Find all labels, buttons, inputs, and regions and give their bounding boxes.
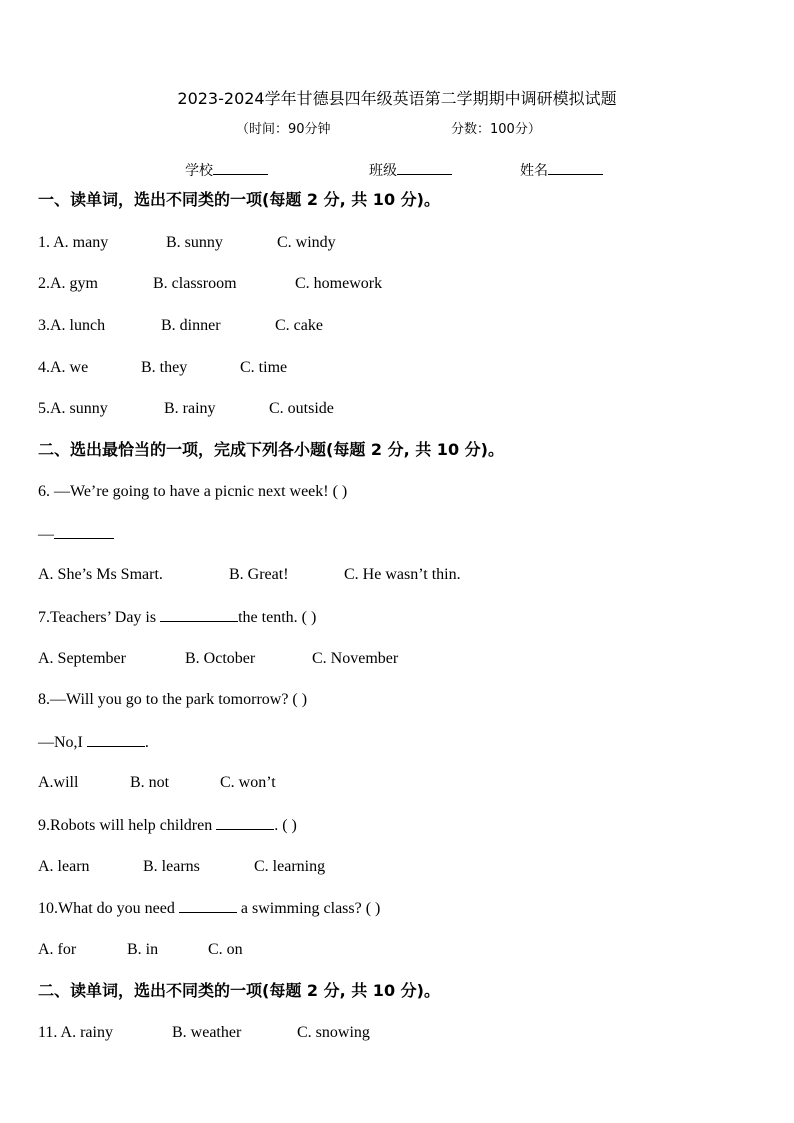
- question-10-stem: [38, 898, 380, 919]
- q6-dash: —: [38, 526, 54, 543]
- q3-option-b: B. dinner: [161, 317, 221, 334]
- q5-option-a: 5.A. sunny: [38, 400, 108, 417]
- class-label: 班级: [369, 163, 397, 179]
- q7-stem-start: 7.Teachers’ Day is: [38, 609, 161, 626]
- q10-option-b: B. in: [127, 941, 159, 958]
- q8-option-a: A.will: [38, 774, 79, 791]
- q1-option-a: 1. A. many: [38, 234, 109, 251]
- q6-option-a: A. She’s Ms Smart.: [38, 566, 163, 583]
- question-6-reply: [38, 524, 114, 545]
- q4-option-b: B. they: [141, 359, 188, 376]
- q11-option-a: 11. A. rainy: [38, 1024, 113, 1041]
- school-label: 学校: [185, 163, 213, 179]
- time-limit: （时间：90分钟: [236, 122, 331, 137]
- q7-option-c: C. November: [312, 650, 399, 667]
- q6-option-b: B. Great!: [229, 566, 289, 583]
- question-8-reply: [38, 732, 149, 753]
- q10-stem-end: a swimming class? ( ): [236, 900, 381, 917]
- q10-blank: [179, 898, 237, 913]
- q8-reply-end: .: [144, 734, 149, 751]
- question-7-stem: [38, 607, 316, 628]
- q8-blank: [87, 732, 145, 747]
- q7-option-a: A. September: [38, 650, 126, 667]
- school-field: [185, 160, 268, 180]
- q10-stem-start: 10.What do you need: [38, 900, 179, 917]
- section-heading-3: 二、读单词，选出不同类的一项(每题 2 分, 共 10 分)。: [38, 981, 440, 1000]
- q9-stem-start: 9.Robots will help children: [38, 817, 217, 834]
- q9-option-c: C. learning: [254, 858, 326, 875]
- q9-stem-end: . ( ): [274, 817, 297, 834]
- section-heading-2: 二、选出最恰当的一项，完成下列各小题(每题 2 分, 共 10 分)。: [38, 440, 504, 459]
- q8-option-c: C. won’t: [220, 774, 276, 791]
- school-blank: [213, 160, 268, 175]
- question-9-stem: [38, 815, 297, 836]
- q7-blank: [160, 607, 238, 622]
- q5-option-c: C. outside: [269, 400, 334, 417]
- q5-option-b: B. rainy: [164, 400, 216, 417]
- q9-option-a: A. learn: [38, 858, 90, 875]
- q11-option-b: B. weather: [172, 1024, 242, 1041]
- q8-option-b: B. not: [130, 774, 170, 791]
- q3-option-a: 3.A. lunch: [38, 317, 106, 334]
- name-field: [520, 160, 603, 180]
- q6-option-c: C. He wasn’t thin.: [344, 566, 461, 583]
- q9-blank: [216, 815, 274, 830]
- q8-reply-start: —No,I: [38, 734, 87, 751]
- q2-option-a: 2.A. gym: [38, 275, 98, 292]
- question-8-stem: 8.—Will you go to the park tomorrow? ( ): [38, 691, 308, 708]
- page-title: 2023-2024学年甘德县四年级英语第二学期期中调研模拟试题: [177, 89, 617, 108]
- name-blank: [548, 160, 603, 175]
- q4-option-c: C. time: [240, 359, 288, 376]
- q3-option-c: C. cake: [275, 317, 323, 334]
- total-score: 分数：100分）: [451, 122, 541, 137]
- class-field: [369, 160, 452, 180]
- q10-option-c: C. on: [208, 941, 243, 958]
- q1-option-c: C. windy: [277, 234, 336, 251]
- q2-option-c: C. homework: [295, 275, 383, 292]
- q7-option-b: B. October: [185, 650, 256, 667]
- name-label: 姓名: [520, 163, 548, 179]
- q2-option-b: B. classroom: [153, 275, 237, 292]
- question-6-stem: 6. —We’re going to have a picnic next week! ( ): [38, 483, 348, 500]
- section-heading-1: 一、读单词，选出不同类的一项(每题 2 分, 共 10 分)。: [38, 190, 440, 209]
- q10-option-a: A. for: [38, 941, 77, 958]
- q4-option-a: 4.A. we: [38, 359, 89, 376]
- q1-option-b: B. sunny: [166, 234, 223, 251]
- q7-stem-end: the tenth. ( ): [238, 609, 317, 626]
- q11-option-c: C. snowing: [297, 1024, 370, 1041]
- class-blank: [397, 160, 452, 175]
- q6-blank: [54, 524, 114, 539]
- q9-option-b: B. learns: [143, 858, 200, 875]
